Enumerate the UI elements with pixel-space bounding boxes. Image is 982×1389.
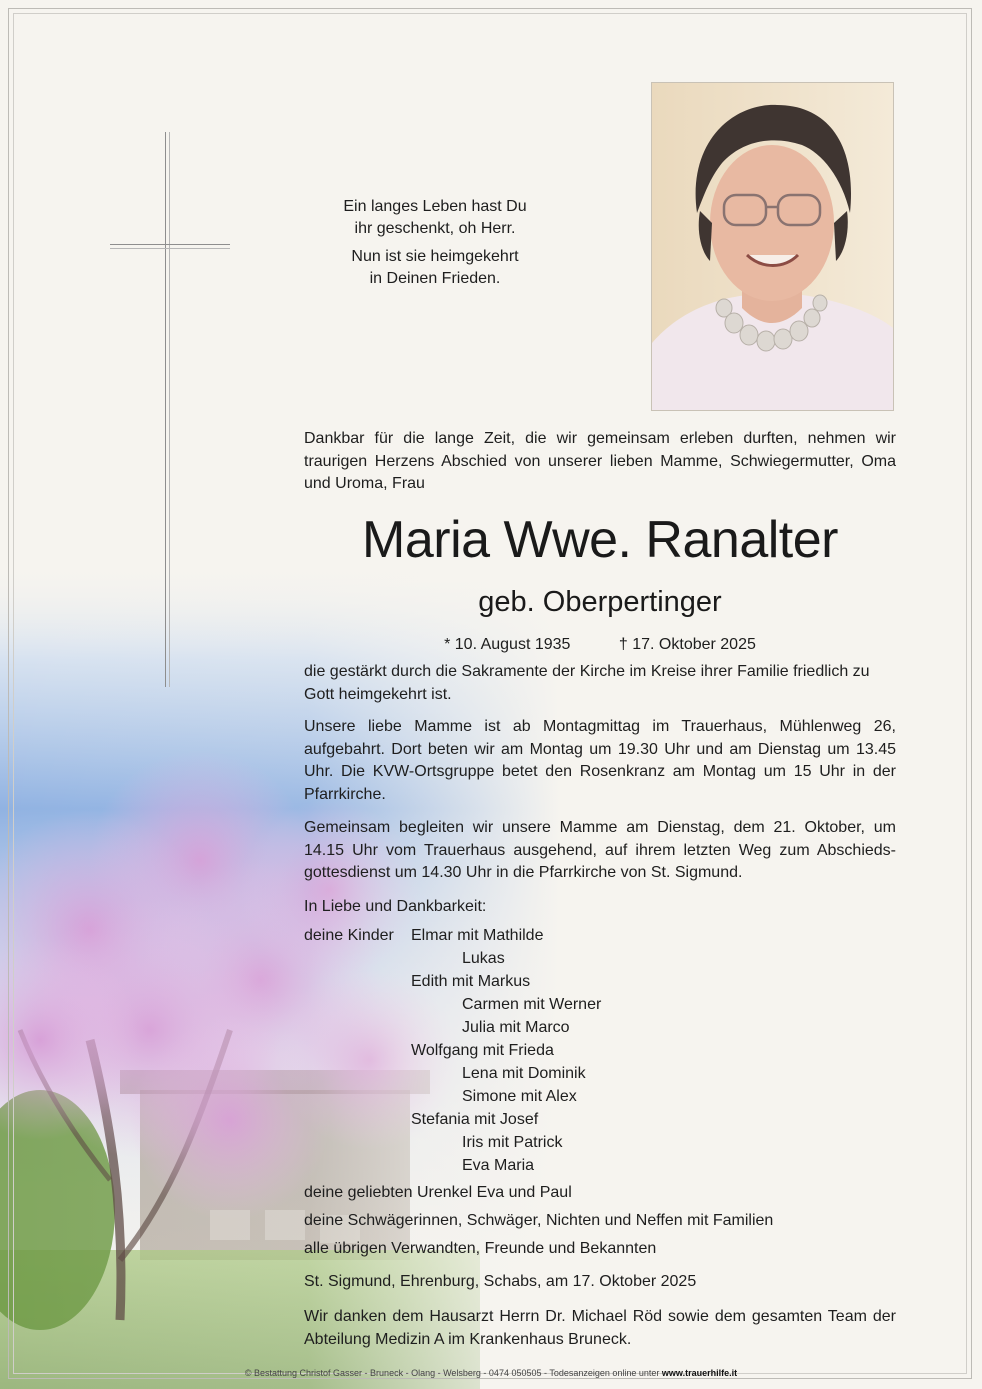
birth-date: * 10. August 1935 — [444, 636, 571, 653]
grandchild-entry: Lena mit Dominik — [462, 1065, 586, 1082]
cross-icon-beam — [110, 244, 230, 249]
family-label: deine Kinder — [304, 927, 394, 944]
memorial-verse — [285, 196, 585, 290]
verse-line: ihr geschenkt, oh Herr. — [354, 220, 516, 237]
great-grandchildren: deine geliebten Urenkel Eva und Paul — [304, 1184, 572, 1201]
portrait-photo — [651, 82, 894, 411]
thanks-text: Wir danken dem Hausarzt Herrn Dr. Michael Röd sowie dem gesamten Team der Abteilung Medizin A im Krankenhaus Bruneck. — [304, 1308, 896, 1348]
child-entry: Elmar mit Mathilde — [411, 927, 544, 944]
verse-line: Ein langes Leben hast Du — [343, 198, 527, 215]
verse-line: Nun ist sie heimgekehrt — [351, 248, 519, 265]
deceased-name: Maria Wwe. Ranalter — [362, 511, 838, 569]
verse-line: in Deinen Frieden. — [369, 270, 501, 287]
death-date: † 17. Oktober 2025 — [618, 636, 756, 653]
grandchild-entry: Iris mit Patrick — [462, 1134, 563, 1151]
love-line: In Liebe und Dankbarkeit: — [304, 898, 487, 915]
cross-icon — [165, 132, 170, 687]
footer — [0, 1367, 982, 1379]
paragraph-peaceful: die gestärkt durch die Sakramente der Kirche im Kreise ihrer Familie friedlich zu Gott heimgekehrt ist. — [304, 663, 870, 703]
grandchild-entry: Lukas — [462, 950, 505, 967]
intro-text: Dankbar für die lange Zeit, die wir gemeinsam erleben durften, nehmen wir traurigen Herzens Abschied von unserer lieben Mamme, Schwiegermutter, Oma und Uroma, Frau — [304, 430, 896, 492]
grandchild-entry: Eva Maria — [462, 1157, 535, 1174]
grandchild-entry: Carmen mit Werner — [462, 996, 602, 1013]
place-date: St. Sigmund, Ehrenburg, Schabs, am 17. Oktober 2025 — [304, 1273, 697, 1290]
birth-name: geb. Oberpertinger — [478, 586, 722, 618]
child-entry: Wolfgang mit Frieda — [411, 1042, 554, 1059]
child-entry: Stefania mit Josef — [411, 1111, 539, 1128]
grandchild-entry: Simone mit Alex — [462, 1088, 577, 1105]
paragraph-funeral: Gemeinsam begleiten wir unsere Mamme am Dienstag, dem 21. Oktober, um 14.15 Uhr vom Trauerhaus ausgehend, auf ihrem letzten Weg zum Abschiedsgottesdienst um 14.30 Uhr in die Pfarrkirche von St. Sigmund. — [304, 819, 896, 881]
child-entry: Edith mit Markus — [411, 973, 531, 990]
in-laws: deine Schwägerinnen, Schwäger, Nichten und Neffen mit Familien — [304, 1212, 774, 1229]
life-dates — [304, 634, 896, 656]
paragraph-wake: Unsere liebe Mamme ist ab Montagmittag im Trauerhaus, Mühlenweg 26, aufgebahrt. Dort beten wir am Montag um 19.30 Uhr und am Dienstag um 13.45 Uhr. Die KVW-Ortsgruppe betet den Rosenkranz am Montag um 15 Uhr in der Pfarrkirche. — [304, 718, 896, 803]
grandchild-entry: Julia mit Marco — [462, 1019, 570, 1036]
footer-text: © Bestattung Christof Gasser - Bruneck - Olang - Welsberg - 0474 050505 - Todesanzeigen online unter — [244, 1368, 660, 1378]
other-relatives: alle übrigen Verwandten, Freunde und Bekannten — [304, 1240, 657, 1257]
footer-link[interactable]: www.trauerhilfe.it — [661, 1368, 738, 1378]
